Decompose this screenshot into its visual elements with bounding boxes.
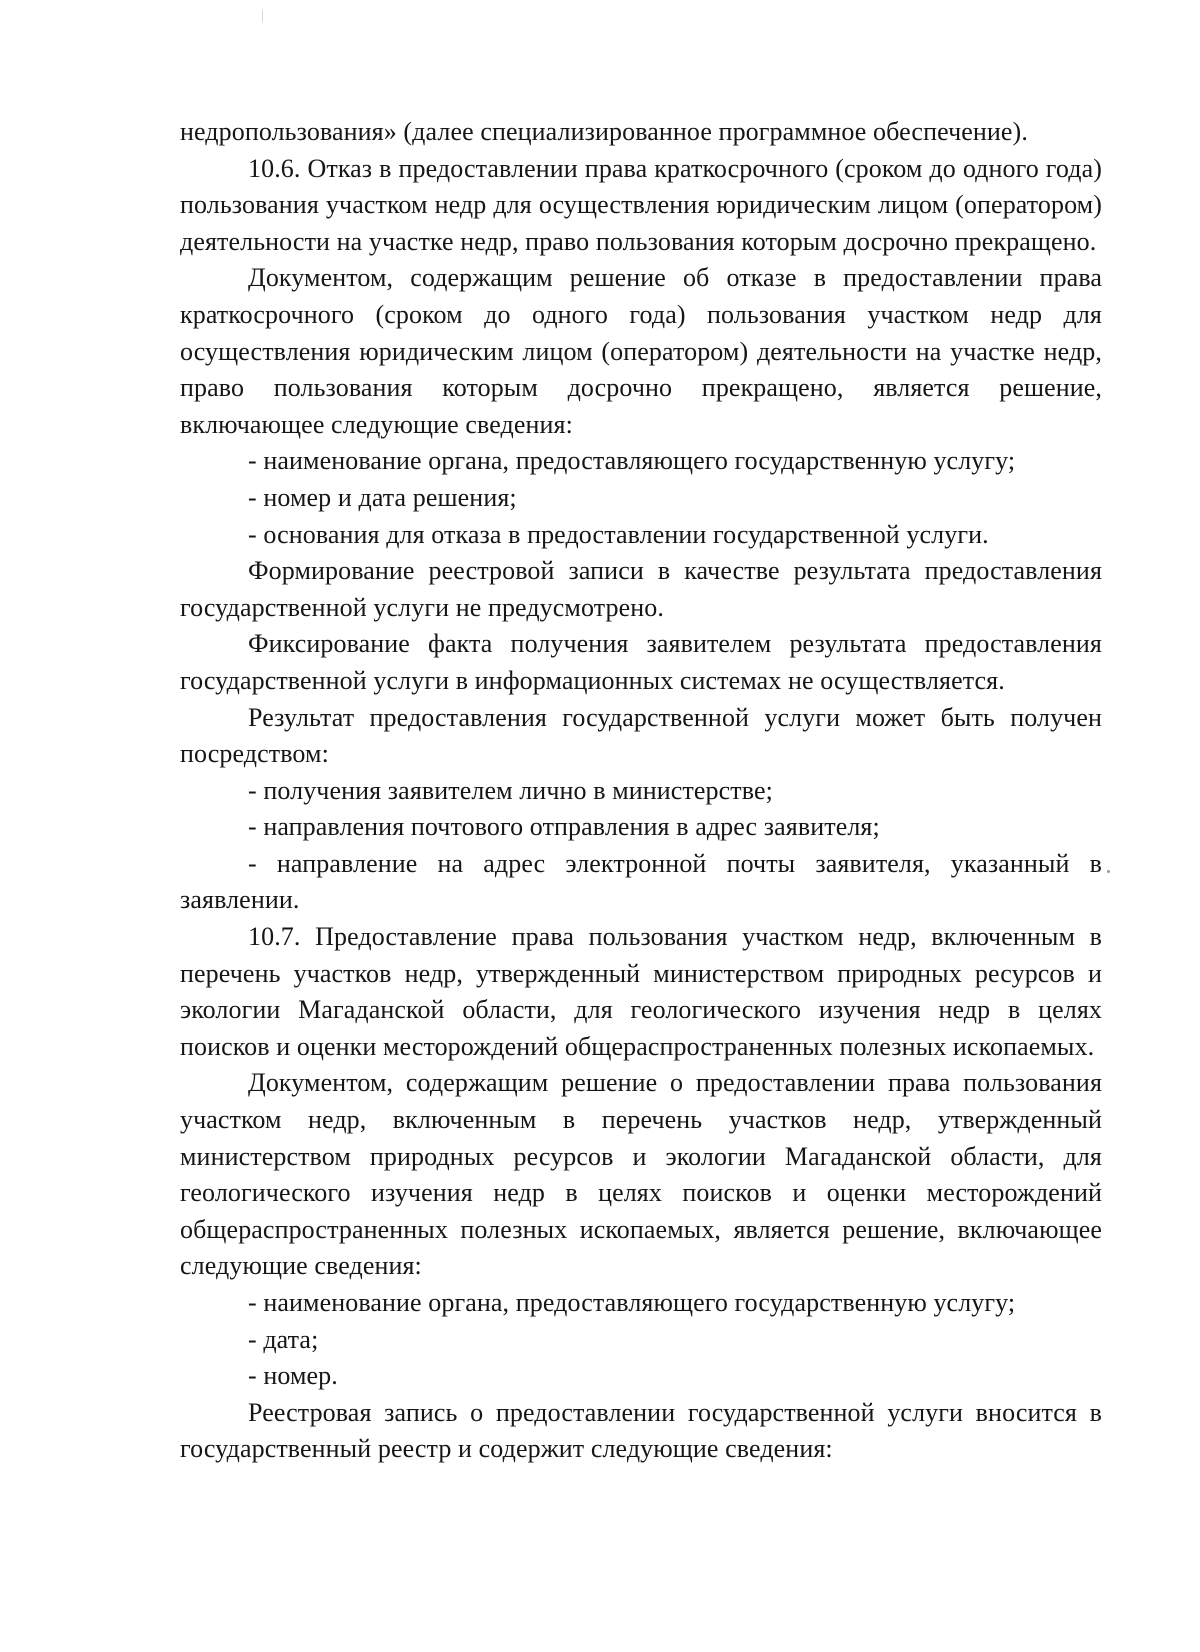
paragraph-10-7-heading: 10.7. Предоставление права пользования участком недр, включенным в перечень участков недр, утвержденный министерством природных ресурсов и экологии Магаданской области, для геологического изучения недр в целях поисков и оценки месторождений общераспространенных полезных ископаемых.: [180, 922, 1102, 1061]
paragraph-fixation: Фиксирование факта получения заявителем результата предоставления государственной услуги в информационных системах не осуществляется.: [180, 629, 1102, 695]
list-item: - наименование органа, предоставляющего государственную услугу;: [248, 1288, 1016, 1317]
scan-speck: [1107, 870, 1110, 873]
list-item: - номер.: [248, 1361, 338, 1391]
list-item: - направление на адрес электронной почты заявителя, указанный в заявлении.: [180, 848, 1102, 915]
list-item: - направления почтового отправления в адрес заявителя;: [248, 812, 880, 842]
paragraph-continuation: недропользования» (далее специализированное программное обеспечение).: [180, 117, 1028, 146]
list-item: - получения заявителем лично в министерстве;: [248, 775, 773, 805]
document-body: [180, 114, 1102, 1468]
scan-mark: [262, 10, 263, 22]
paragraph-grant-document: Документом, содержащим решение о предоставлении права пользования участком недр, включенным в перечень участков недр, утвержденный министерством природных ресурсов и экологии Магаданской области, для геологического изучения недр в целях поисков и оценки месторождений общераспространенных полезных ископаемых, является решение, включающее следующие сведения:: [180, 1068, 1102, 1281]
paragraph-refusal-document: Документом, содержащим решение об отказе в предоставлении права краткосрочного (сроком до одного года) пользования участком недр для осуществления юридическим лицом (оператором) деятельности на участке недр, право пользования которым досрочно прекращено, является решение, включающее следующие сведения:: [180, 263, 1102, 439]
list-item: - дата;: [248, 1324, 319, 1354]
paragraph-registry-record: Формирование реестровой записи в качестве результата предоставления государственной услуги не предусмотрено.: [180, 556, 1102, 622]
list-item: - наименование органа, предоставляющего государственную услугу;: [248, 446, 1016, 476]
paragraph-registry-entry: Реестровая запись о предоставлении государственной услуги вносится в государственный реестр и содержит следующие сведения:: [180, 1397, 1102, 1464]
paragraph-result-delivery: Результат предоставления государственной услуги может быть получен посредством:: [180, 702, 1102, 769]
list-item: - номер и дата решения;: [248, 482, 517, 512]
list-item: - основания для отказа в предоставлении государственной услуги.: [248, 519, 989, 549]
paragraph-10-6-heading: 10.6. Отказ в предоставлении права краткосрочного (сроком до одного года) пользования участком недр для осуществления юридическим лицом (оператором) деятельности на участке недр, право пользования которым досрочно прекращено.: [180, 153, 1102, 256]
